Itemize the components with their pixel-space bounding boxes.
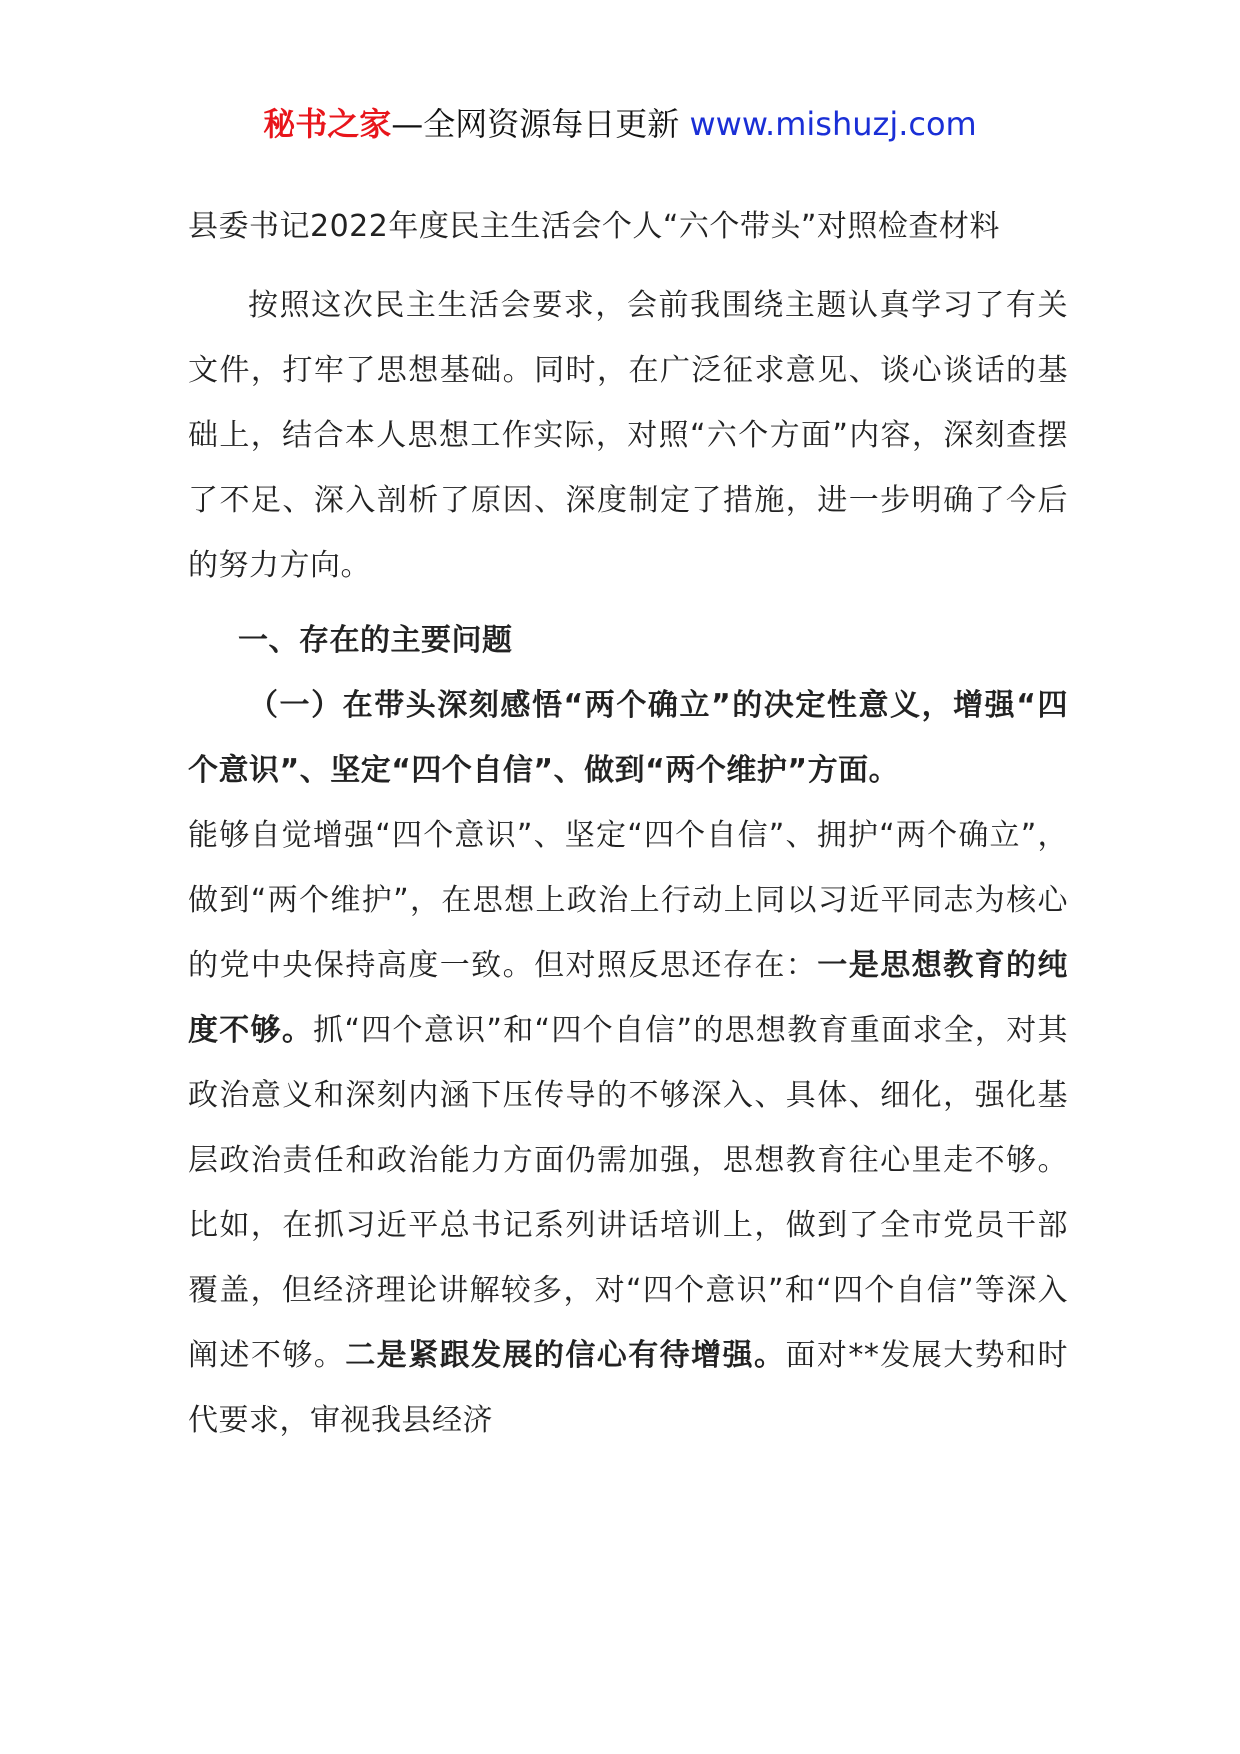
paragraph-text: 面对**发展大势和时代要求，审视我县经济	[188, 1338, 1069, 1438]
subsection-heading: （一）在带头深刻感悟“两个确立”的决定性意义，增强“四个意识”、坚定“四个自信”、做到“两个维护”方面。	[188, 688, 1068, 788]
site-url: www.mishuzj.com	[689, 105, 977, 143]
document-body	[188, 194, 1068, 1453]
document-title: 县委书记2022年度民主生活会个人“六个带头”对照检查材料	[188, 209, 1000, 244]
site-banner	[0, 102, 1240, 146]
bold-point-1: 一是思想教育的纯度不够。	[188, 948, 1069, 1048]
intro-paragraph: 按照这次民主生活会要求，会前我围绕主题认真学习了有关文件，打牢了思想基础。同时，在广泛征求意见、谈心谈话的基础上，结合本人思想工作实际，对照“六个方面”内容，深刻查摆了不足、深入剖析了原因、深度制定了措施，进一步明确了今后的努力方向。	[188, 288, 1068, 583]
bold-point-2: 二是紧跟发展的信心有待增强。	[345, 1338, 786, 1373]
paragraph-text: 抓“四个意识”和“四个自信”的思想教育重面求全，对其政治意义和深刻内涵下压传导的不够深入、具体、细化，强化基层政治责任和政治能力方面仍需加强，思想教育往心里走不够。比如，在抓习近平总书记系列讲话培训上，做到了全市党员干部覆盖，但经济理论讲解较多，对“四个意识”和“四个自信”等深入阐述不够。	[188, 1013, 1069, 1373]
section-heading: 一、存在的主要问题	[238, 623, 513, 658]
paragraph-text: 能够自觉增强“四个意识”、坚定“四个自信”、拥护“两个确立”，做到“两个维护”，在思想上政治上行动上同以习近平同志为核心的党中央保持高度一致。但对照反思还存在：	[188, 818, 1068, 983]
subsection-paragraph	[188, 803, 1068, 1453]
banner-tagline: —全网资源每日更新	[391, 105, 690, 143]
brand-name: 秘书之家	[263, 105, 392, 143]
